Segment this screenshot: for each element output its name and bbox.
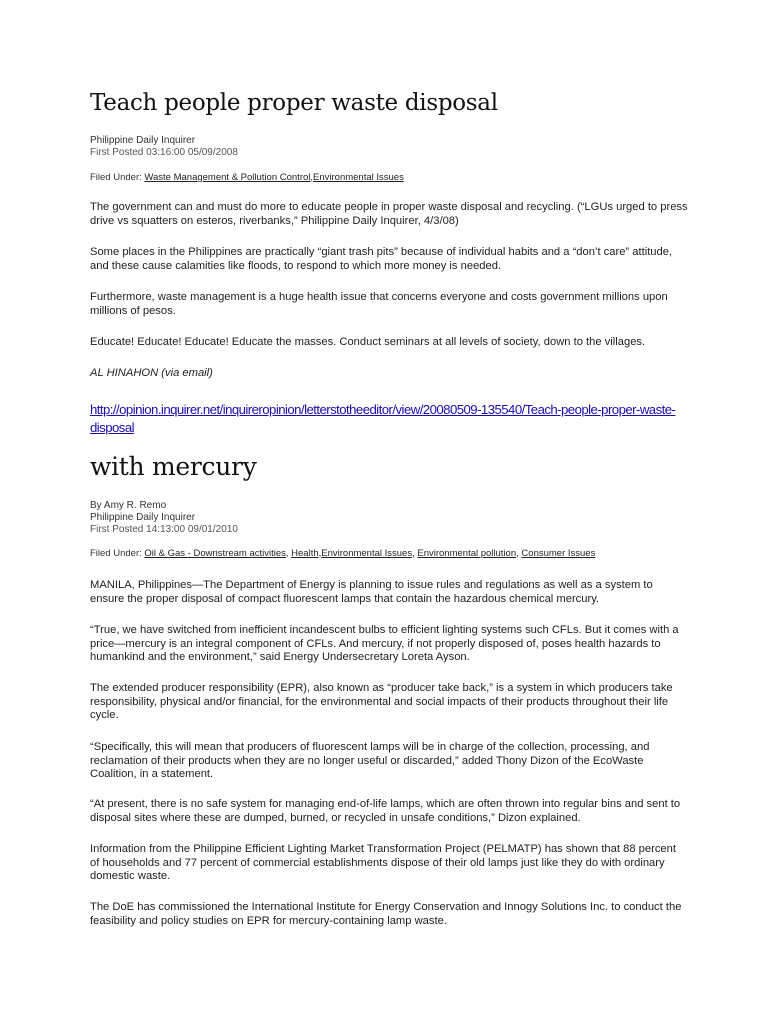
source-url-link[interactable]: http://opinion.inquirer.net/inquireropinion/letterstotheeditor/view/20080509-135540/Teach-people-proper-waste-disposal <box>90 402 676 435</box>
category-link[interactable]: Environmental Issues <box>313 172 404 183</box>
filed-under-label: Filed Under: <box>90 548 142 559</box>
byline <box>90 500 238 536</box>
paragraph: The extended producer responsibility (EPR), also known as “producer take back,” is a system in which producers take responsibility, physical and/or financial, for the environmental and social impacts of their products throughout their life cycle. <box>90 682 673 722</box>
byline <box>90 135 238 159</box>
article-title: Teach people proper waste disposal <box>90 90 498 116</box>
article-title: with mercury <box>90 452 257 481</box>
source-label: Philippine Daily Inquirer <box>90 135 196 146</box>
filed-under: Filed Under: Waste Management & Pollution Control,Environmental Issues <box>90 172 404 183</box>
paragraph: The government can and must do more to educate people in proper waste disposal and recycling. (“LGUs urged to press drive vs squatters on esteros, riverbanks,” Philippine Daily Inquirer, 4/3/08) <box>90 201 688 227</box>
filed-under: Filed Under: Oil & Gas - Downstream activities, Health,Environmental Issues, Environmental pollution, Consumer Issues <box>90 548 596 559</box>
paragraph: The DoE has commissioned the International Institute for Energy Conservation and Innogy Solutions Inc. to conduct the feasibility and policy studies on EPR for mercury-containing lamp waste. <box>90 901 682 927</box>
paragraph: Information from the Philippine Efficient Lighting Market Transformation Project (PELMATP) has shown that 88 percent of households and 77 percent of commercial establishments dispose of their old lamps just like they do with ordinary domestic waste. <box>90 843 676 883</box>
category-link[interactable]: Environmental Issues <box>321 548 413 559</box>
paragraph: “True, we have switched from inefficient incandescent bulbs to efficient lighting systems such CFLs. But it comes with a price—mercury is an integral component of CFLs. And mercury, if not properly disposed of, poses health hazards to humankind and the environment,” said Energy Undersecretary Loreta Ayson. <box>90 624 679 664</box>
category-link[interactable]: Health <box>291 548 319 559</box>
category-link[interactable]: Oil & Gas - Downstream activities <box>144 548 286 559</box>
author-label: By Amy R. Remo <box>90 500 167 511</box>
paragraph: MANILA, Philippines—The Department of Energy is planning to issue rules and regulations as well as a system to ensure the proper disposal of compact fluorescent lamps that contain the hazardous chemical mercury. <box>90 579 653 605</box>
paragraph: Some places in the Philippines are practically “giant trash pits” because of individual habits and a “don’t care” attitude, and these cause calamities like floods, to respond to which more money is needed. <box>90 246 673 272</box>
letter-signature: AL HINAHON (via email) <box>90 367 213 379</box>
filed-under-label: Filed Under: <box>90 172 142 183</box>
category-link[interactable]: Consumer Issues <box>521 548 596 559</box>
category-link[interactable]: Waste Management & Pollution Control <box>144 172 311 183</box>
paragraph: “At present, there is no safe system for managing end-of-life lamps, which are often thrown into regular bins and sent to disposal sites where these are dumped, burned, or recycled in unsafe conditions,” Dizon explained. <box>90 798 681 824</box>
category-link[interactable]: Environmental pollution <box>417 548 517 559</box>
paragraph: “Specifically, this will mean that producers of fluorescent lamps will be in charge of the collection, processing, and reclamation of their products when they are no longer useful or discarded,” added Thony Dizon of the EcoWaste Coalition, in a statement. <box>90 741 650 781</box>
paragraph: Educate! Educate! Educate! Educate the masses. Conduct seminars at all levels of society, down to the villages. <box>90 336 646 348</box>
posted-date: First Posted 14:13:00 09/01/2010 <box>90 524 238 535</box>
source-label: Philippine Daily Inquirer <box>90 512 196 523</box>
posted-date: First Posted 03:16:00 05/09/2008 <box>90 147 238 158</box>
paragraph: Furthermore, waste management is a huge health issue that concerns everyone and costs government millions upon millions of pesos. <box>90 291 668 317</box>
